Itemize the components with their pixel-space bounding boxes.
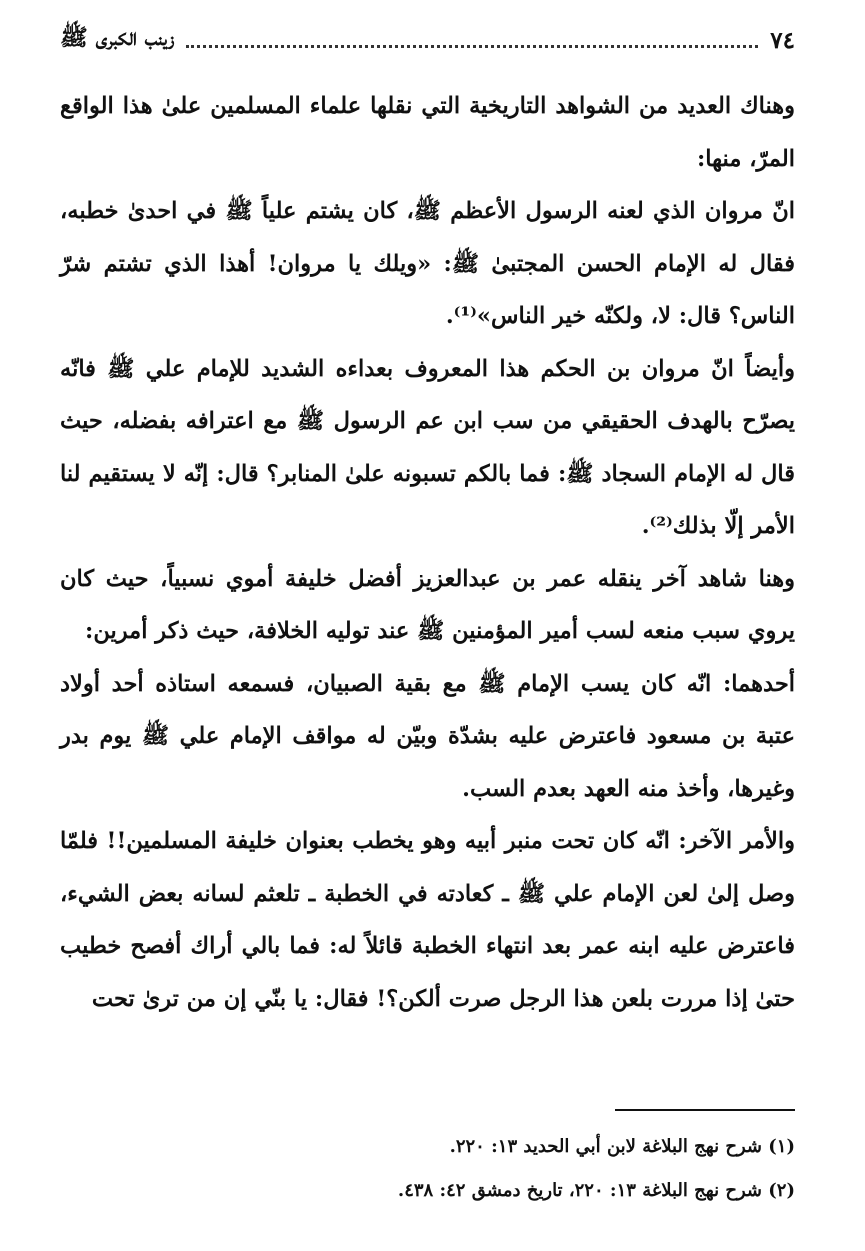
paragraph: وهنا شاهد آخر ينقله عمر بن عبدالعزيز أفضل خليفة أموي نسبياً، حيث كان يروي سبب منعه لسب أمير المؤمنين ﷺ عند توليه الخلافة، حيث ذكر أمرين: <box>60 565 795 644</box>
footnote: (٢) شرح نهج البلاغة ١٣: ٢٢٠، تاريخ دمشق ٤٢: ٤٣٨. <box>397 1180 795 1201</box>
running-header <box>60 20 795 60</box>
footnote-separator <box>615 1109 795 1111</box>
book-title: زينب الكبرى ﷺ <box>60 24 175 51</box>
paragraph: أحدهما: انّه كان يسب الإمام ﷺ مع بقية الصبيان، فسمعه استاذه أحد أولاد عتبة بن مسعود فاعترض عليه بشدّة وبيّن له مواقف الإمام علي ﷺ يوم بدر وغيرها، وأخذ منه العهد بعدم السب. <box>60 670 795 802</box>
paragraph: والأمر الآخر: انّه كان تحت منبر أبيه وهو يخطب بعنوان خليفة المسلمين!! فلمّا وصل إلىٰ لعن الإمام علي ﷺ ـ كعادته في الخطبة ـ تلعثم لسانه بعض الشيء، فاعترض عليه ابنه عمر بعد انتهاء الخطبة قائلاً له: فما بالي أراك أفصح خطيب حتىٰ إذا مررت بلعن هذا الرجل صرت ألكن؟! فقال: يا بنّي إن من ترىٰ تحت <box>60 828 795 1012</box>
main-text <box>60 80 795 1025</box>
paragraph: انّ مروان الذي لعنه الرسول الأعظم ﷺ، كان يشتم علياً ﷺ في احدىٰ خطبه، فقال له الإمام الحسن المجتبىٰ ﷺ: «ويلك يا مروان! أهذا الذي تشتم شرّ الناس؟ قال: لا، ولكنّه خير الناس»⁽¹⁾. <box>60 198 795 329</box>
paragraph: وأيضاً انّ مروان بن الحكم هذا المعروف بعداءه الشديد للإمام علي ﷺ فانّه يصرّح بالهدف الحقيقي من سب ابن عم الرسول ﷺ مع اعترافه بفضله، حيث قال له الإمام السجاد ﷺ: فما بالكم تسبونه علىٰ المنابر؟ قال: إنّه لا يستقيم لنا الأمر إلّا بذلك⁽²⁾. <box>60 355 795 539</box>
footnote: (١) شرح نهج البلاغة لابن أبي الحديد ١٣: ٢٢٠. <box>449 1136 795 1157</box>
page-number: ٧٤ <box>770 26 795 54</box>
footnotes <box>60 1125 795 1213</box>
paragraph: وهناك العديد من الشواهد التاريخية التي نقلها علماء المسلمين علىٰ هذا الواقع المرّ، منها: <box>60 93 795 172</box>
header-dotted-leader <box>186 45 758 48</box>
